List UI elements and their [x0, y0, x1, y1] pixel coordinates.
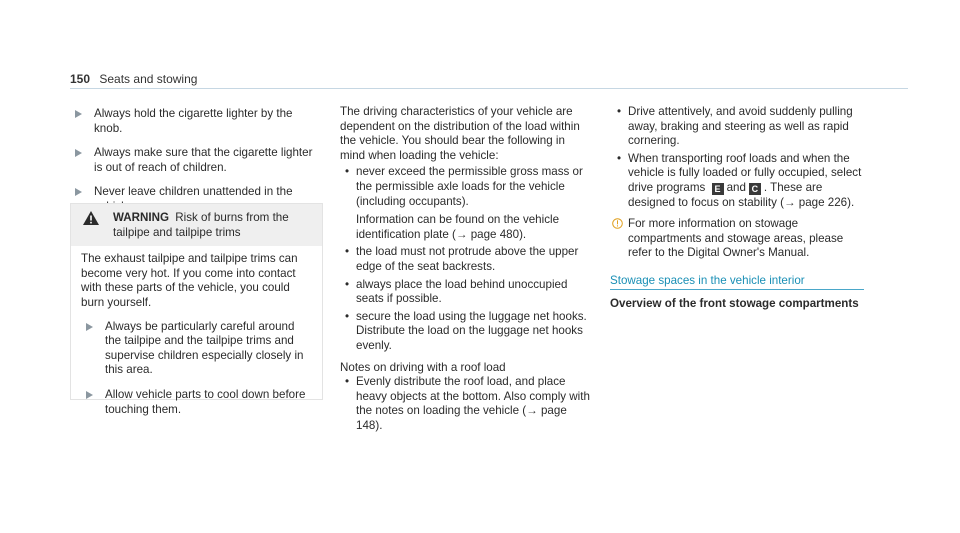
list-item: • Evenly distribute the roof load, and place heavy objects at the bottom. Also comply with the notes on loading the vehicle (→ page 148). [345, 375, 590, 432]
list-item: Always hold the cigarette lighter by the knob. [70, 107, 323, 136]
column-2 [340, 105, 592, 433]
list-item: Always make sure that the cigarette lighter is out of reach of children. [70, 146, 323, 175]
warning-heading: Risk of burns from the tailpipe and tailpipe trims [113, 211, 289, 239]
page-header [70, 72, 197, 86]
header-divider [70, 88, 908, 89]
drive-program-e-key: E [712, 183, 724, 195]
triangle-bullet-icon [75, 188, 82, 196]
list-item: Always be particularly careful around the tailpipe and the tailpipe trims and supervise children especially closely in this area. [81, 320, 312, 378]
section-title: Overview of the front stowage compartments [610, 297, 859, 310]
warning-triangle-icon [83, 211, 99, 225]
loading-intro: The driving characteristics of your vehicle are dependent on the distribution of the load within the vehicle. You should bear the following in mind when loading the vehicle: [340, 105, 580, 162]
info-note-icon [612, 218, 623, 229]
warning-label: WARNING [113, 211, 170, 224]
drive-program-c-key: C [749, 183, 761, 195]
section-divider [610, 289, 864, 290]
list-item: • always place the load behind unoccupied seats if possible. [345, 277, 568, 306]
list-item: • never exceed the permissible gross mass or the permissible axle loads for the vehicle (including occupants). Information can be found on the vehicle identification plate (→ page 480). [345, 165, 583, 241]
warning-body: The exhaust tailpipe and tailpipe trims can become very hot. If you come into contact with these parts of the vehicle, you could burn yourself. [81, 252, 298, 309]
list-item: Never leave children unattended in the [70, 185, 323, 214]
warning-box [70, 203, 323, 416]
triangle-bullet-icon [75, 110, 82, 118]
roof-load-heading: Notes on driving with a roof load [340, 360, 506, 374]
list-item: • the load must not protrude above the upper edge of the seat backrests. [345, 245, 579, 273]
warning-header [71, 204, 322, 246]
list-item: • secure the load using the luggage net hooks. Distribute the load on the luggage net hooks evenly. [345, 309, 587, 352]
info-note: For more information on stowage compartments and stowage areas, please refer to the Digital Owner's Manual. [612, 217, 866, 261]
page-number: 150 [70, 72, 91, 86]
triangle-bullet-icon [75, 149, 82, 157]
column-3 [612, 105, 866, 261]
list-item: • Drive attentively, and avoid suddenly pulling away, braking and steering as well as rapid cornering. [617, 105, 853, 148]
section-link-stowage-spaces[interactable]: Stowage spaces in the vehicle interior [610, 274, 805, 287]
triangle-bullet-icon [86, 323, 93, 331]
chapter-title: Seats and stowing [99, 72, 198, 86]
list-item: • When transporting roof loads and when the vehicle is fully loaded or fully occupied, select drive programs E and C . These are designed to focus on stability (→ page 226). [617, 151, 862, 209]
triangle-bullet-icon [86, 391, 93, 399]
list-item: Allow vehicle parts to cool down before touching them. [81, 388, 312, 417]
